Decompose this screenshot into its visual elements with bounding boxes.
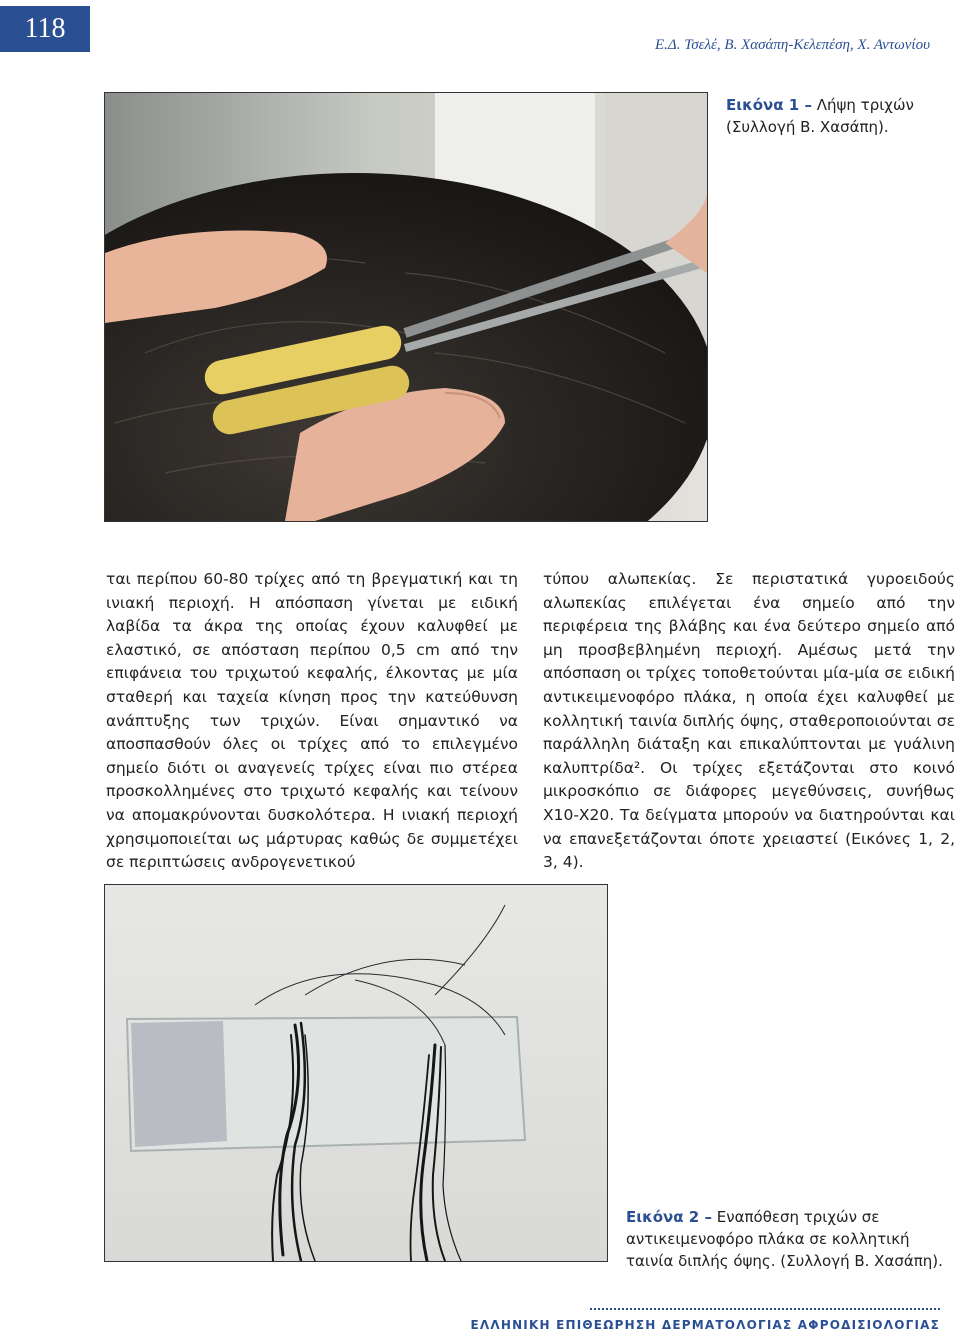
figure-1-label: Εικόνα 1 – [726, 96, 812, 114]
figure-2-label: Εικόνα 2 – [626, 1208, 712, 1226]
figure-1-caption [726, 94, 936, 138]
body-text-right-column: τύπου αλωπεκίας. Σε περιστατικά γυροειδούς αλωπεκίας επιλέγεται ένα σημείο από την περιφέρεια της βλάβης και ένα δεύτερο σημείο από μη προσβεβλημένη περιοχή. Αμέσως μετά την απόσπαση οι τρίχες τοποθετούνται μία-μία σε ειδική αντικειμενοφόρο πλάκα, η οποία έχει καλυφθεί με κολλητική ταινία διπλής όψης, σταθεροποιούνται σε παράλληλη διάταξη και επικαλύπτονται με γυάλινη καλυπτρίδα². Οι τρίχες εξετάζονται στο κοινό μικροσκόπιο σε διάφορες μεγεθύνσεις, συνήθως Χ10-Χ20. Τα δείγματα μπορούν να διατηρούνται και να επανεξετάζονται όποτε χρειαστεί (Εικόνες 1, 2, 3, 4). [543, 570, 955, 872]
running-head-authors: Ε.Δ. Τσελέ, Β. Χασάπη-Κελεπέση, Χ. Αντωνίου [655, 37, 930, 53]
footer-journal-title: ΕΛΛΗΝΙΚΗ ΕΠΙΘΕΩΡΗΣΗ ΔΕΡΜΑΤΟΛΟΓΙΑΣ ΑΦΡΟΔΙΣΙΟΛΟΓΙΑΣ [470, 1318, 940, 1332]
figure-2-photo [104, 884, 608, 1262]
body-text-left-column: ται περίπου 60-80 τρίχες από τη βρεγματική και τη ινιακή περιοχή. Η απόσπαση γίνεται με ειδική λαβίδα τα άκρα της οποίας έχουν καλυφθεί με ελαστικό, σε απόσταση περίπου 0,5 cm από την επιφάνεια του τριχωτού κεφαλής, έλκοντας με μία σταθερή και ταχεία κίνηση προς την κατεύθυνση ανάπτυξης των τριχών. Είναι σημαντικό να αποσπασθούν όλες οι τρίχες από το επιλεγμένο σημείο διότι οι αναγενείς τρίχες είναι πιο στέρεα προσκολλημένες στο τριχωτό κεφαλής και τείνουν να απομακρύνονται δυσκολότερα. Η ινιακή περιοχή χρησιμοποιείται ως μάρτυρας καθώς δε συμμετέχει σε περιπτώσεις ανδρογενετικού [106, 570, 518, 872]
figure-1-photo [104, 92, 708, 522]
figure-1-caption-text: Λήψη τριχών (Συλλογή Β. Χασάπη). [726, 96, 914, 136]
footer-divider [590, 1308, 940, 1310]
figure-2-caption-text: Εναπόθεση τριχών σε αντικειμενοφόρο πλάκα σε κολλητική ταινία διπλής όψης. (Συλλογή Β. Χασάπη). [626, 1208, 943, 1270]
figure-2-caption [626, 1206, 956, 1272]
page-number: 118 [0, 6, 90, 52]
hair-pluck-photo [105, 93, 707, 521]
hair-slide-photo [105, 885, 607, 1261]
